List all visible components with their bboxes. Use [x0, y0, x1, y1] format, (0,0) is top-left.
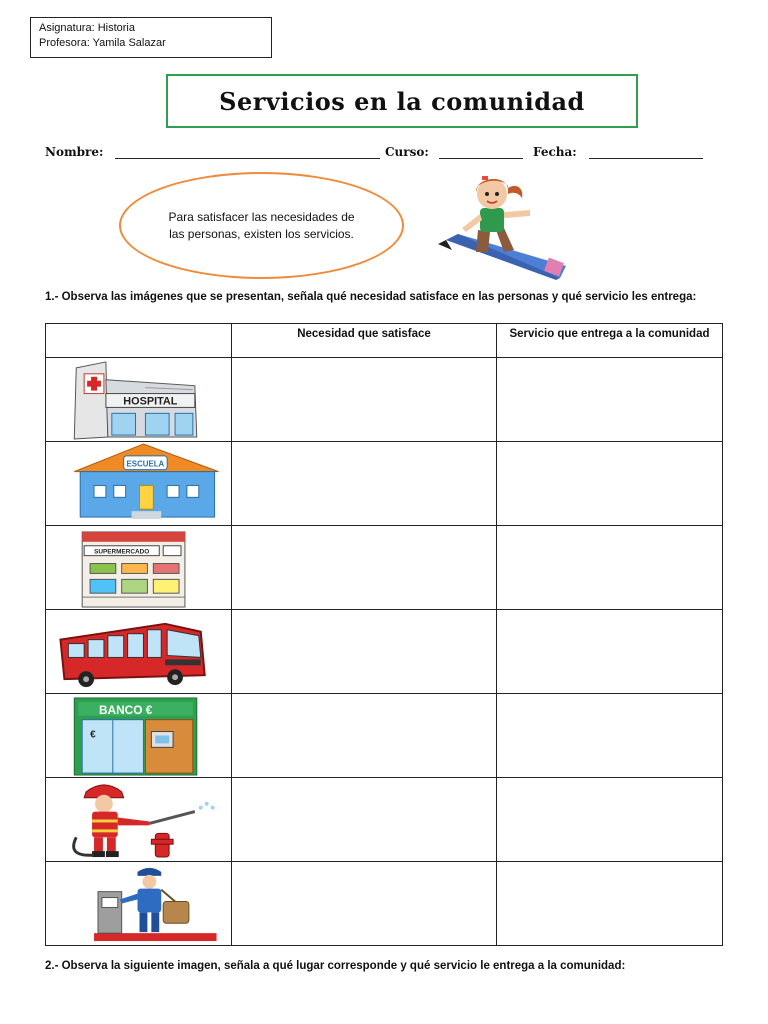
service-answer-cell[interactable]	[497, 610, 723, 694]
page-title: Servicios en la comunidad	[219, 86, 585, 116]
intro-text: Para satisfacer las necesidades de las personas, existen los servicios.	[168, 209, 355, 241]
subject-info-box	[30, 17, 272, 58]
course-label: Curso:	[385, 145, 429, 159]
subject-label: Asignatura: Historia	[39, 22, 135, 34]
need-answer-cell[interactable]	[232, 610, 497, 694]
bus-picture-cell	[46, 610, 232, 694]
need-answer-cell[interactable]	[232, 526, 497, 610]
question-1: 1.- Observa las imágenes que se presentan, señala qué necesidad satisface en las personas y qué servicio les entrega:	[45, 291, 697, 303]
name-blank[interactable]	[115, 158, 380, 159]
mail-carrier-picture	[46, 862, 231, 945]
services-table	[45, 323, 723, 946]
teacher-label: Profesora: Yamila Salazar	[39, 37, 166, 49]
header-need-col: Necesidad que satisface	[232, 324, 497, 358]
bus-picture	[46, 610, 231, 693]
table-row	[46, 358, 723, 442]
bank-picture	[46, 694, 231, 777]
table-header-row	[46, 324, 723, 358]
table-row	[46, 442, 723, 526]
table-row	[46, 694, 723, 778]
firefighter-picture	[46, 778, 231, 861]
need-answer-cell[interactable]	[232, 358, 497, 442]
table-row	[46, 610, 723, 694]
bank-sign: BANCO €	[98, 702, 153, 717]
service-answer-cell[interactable]	[497, 526, 723, 610]
student-fields	[45, 143, 725, 163]
table-row	[46, 778, 723, 862]
service-answer-cell[interactable]	[497, 358, 723, 442]
supermarket-sign: SUPERMERCADO	[94, 548, 150, 556]
mail-carrier-picture-cell	[46, 862, 232, 946]
bank-picture-cell	[46, 694, 232, 778]
date-blank[interactable]	[589, 158, 703, 159]
school-picture-cell	[46, 442, 232, 526]
supermarket-picture	[46, 526, 231, 609]
title-box	[166, 74, 638, 128]
hospital-picture	[46, 358, 231, 441]
need-answer-cell[interactable]	[232, 694, 497, 778]
course-blank[interactable]	[439, 158, 523, 159]
need-answer-cell[interactable]	[232, 442, 497, 526]
supermarket-picture-cell	[46, 526, 232, 610]
need-answer-cell[interactable]	[232, 862, 497, 946]
svg-text:€: €	[90, 729, 96, 741]
hospital-sign: HOSPITAL	[123, 395, 178, 408]
service-answer-cell[interactable]	[497, 694, 723, 778]
service-answer-cell[interactable]	[497, 778, 723, 862]
date-label: Fecha:	[533, 145, 577, 159]
header-service-col: Servicio que entrega a la comunidad	[497, 324, 723, 358]
table-row	[46, 526, 723, 610]
service-answer-cell[interactable]	[497, 862, 723, 946]
name-label: Nombre:	[45, 145, 104, 159]
table-row	[46, 862, 723, 946]
school-sign: ESCUELA	[126, 459, 165, 469]
intro-oval	[119, 172, 404, 279]
question-2: 2.- Observa la siguiente imagen, señala a qué lugar corresponde y qué servicio le entrega a la comunidad:	[45, 960, 626, 972]
hospital-picture-cell	[46, 358, 232, 442]
service-answer-cell[interactable]	[497, 442, 723, 526]
need-answer-cell[interactable]	[232, 778, 497, 862]
school-picture	[46, 442, 231, 525]
firefighter-picture-cell	[46, 778, 232, 862]
girl-on-pencil-picture	[438, 170, 566, 280]
header-picture-col	[46, 324, 232, 358]
